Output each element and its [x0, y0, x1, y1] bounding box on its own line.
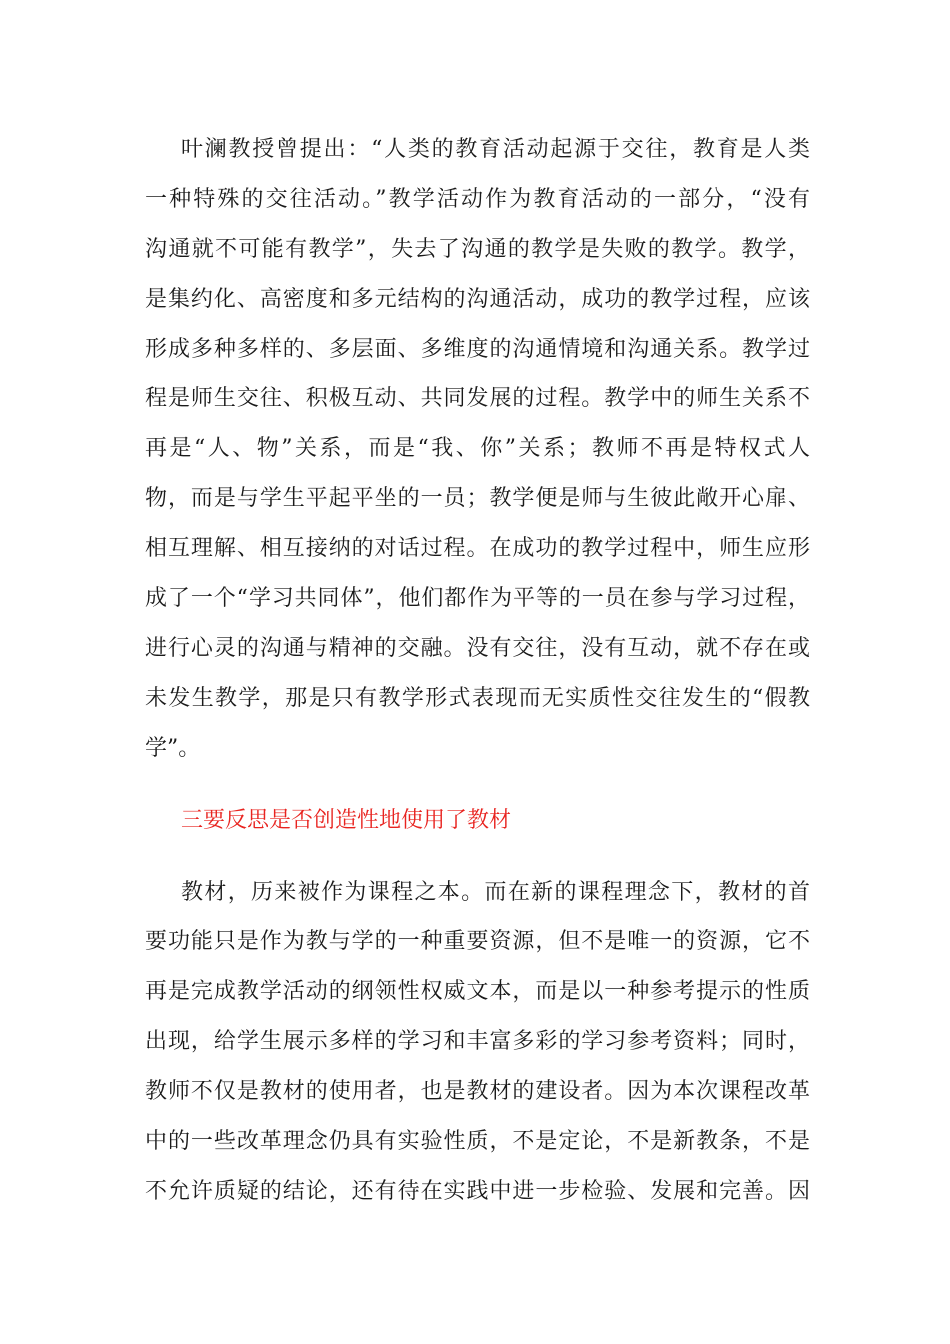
- paragraph-2-line: 教师不仅是教材的使用者，也是教材的建设者。因为本次课程改革: [145, 1079, 810, 1104]
- paragraph-1-line: 是集约化、高密度和多元结构的沟通活动，成功的教学过程，应该: [145, 287, 810, 312]
- paragraph-2-line: 再是完成教学活动的纲领性权威文本，而是以一种参考提示的性质: [145, 979, 810, 1004]
- paragraph-1-line: 相互理解、相互接纳的对话过程。在成功的教学过程中，师生应形: [145, 536, 810, 561]
- paragraph-2-line: 不允许质疑的结论，还有待在实践中进一步检验、发展和完善。因: [145, 1179, 810, 1204]
- paragraph-1-line: 成了一个“学习共同体”，他们都作为平等的一员在参与学习过程，: [145, 586, 810, 611]
- paragraph-1-line: 叶澜教授曾提出：“人类的教育活动起源于交往，教育是人类: [181, 137, 810, 162]
- paragraph-2-line: 教材，历来被作为课程之本。而在新的课程理念下，教材的首: [181, 880, 810, 905]
- paragraph-1-line: 物，而是与学生平起平坐的一员；教学便是师与生彼此敞开心扉、: [145, 486, 810, 511]
- paragraph-2-line: 要功能只是作为教与学的一种重要资源，但不是唯一的资源，它不: [145, 929, 810, 954]
- paragraph-1-line: 沟通就不可能有教学”，失去了沟通的教学是失败的教学。教学，: [145, 237, 810, 262]
- paragraph-1-line: 学”。: [145, 736, 201, 761]
- paragraph-1-line: 程是师生交往、积极互动、共同发展的过程。教学中的师生关系不: [145, 386, 810, 411]
- paragraph-1-line: 进行心灵的沟通与精神的交融。没有交往，没有互动，就不存在或: [145, 636, 810, 661]
- paragraph-2-line: 出现，给学生展示多样的学习和丰富多彩的学习参考资料；同时，: [145, 1029, 810, 1054]
- section-heading: 三要反思是否创造性地使用了教材: [181, 808, 512, 833]
- paragraph-1-line: 未发生教学，那是只有教学形式表现而无实质性交往发生的“假教: [145, 686, 810, 711]
- paragraph-1-line: 形成多种多样的、多层面、多维度的沟通情境和沟通关系。教学过: [145, 337, 810, 362]
- paragraph-2-line: 中的一些改革理念仍具有实验性质，不是定论，不是新教条，不是: [145, 1129, 810, 1154]
- paragraph-1-line: 一种特殊的交往活动。”教学活动作为教育活动的一部分，“没有: [145, 187, 810, 212]
- paragraph-1-line: 再是“人、物”关系，而是“我、你”关系；教师不再是特权式人: [145, 436, 810, 461]
